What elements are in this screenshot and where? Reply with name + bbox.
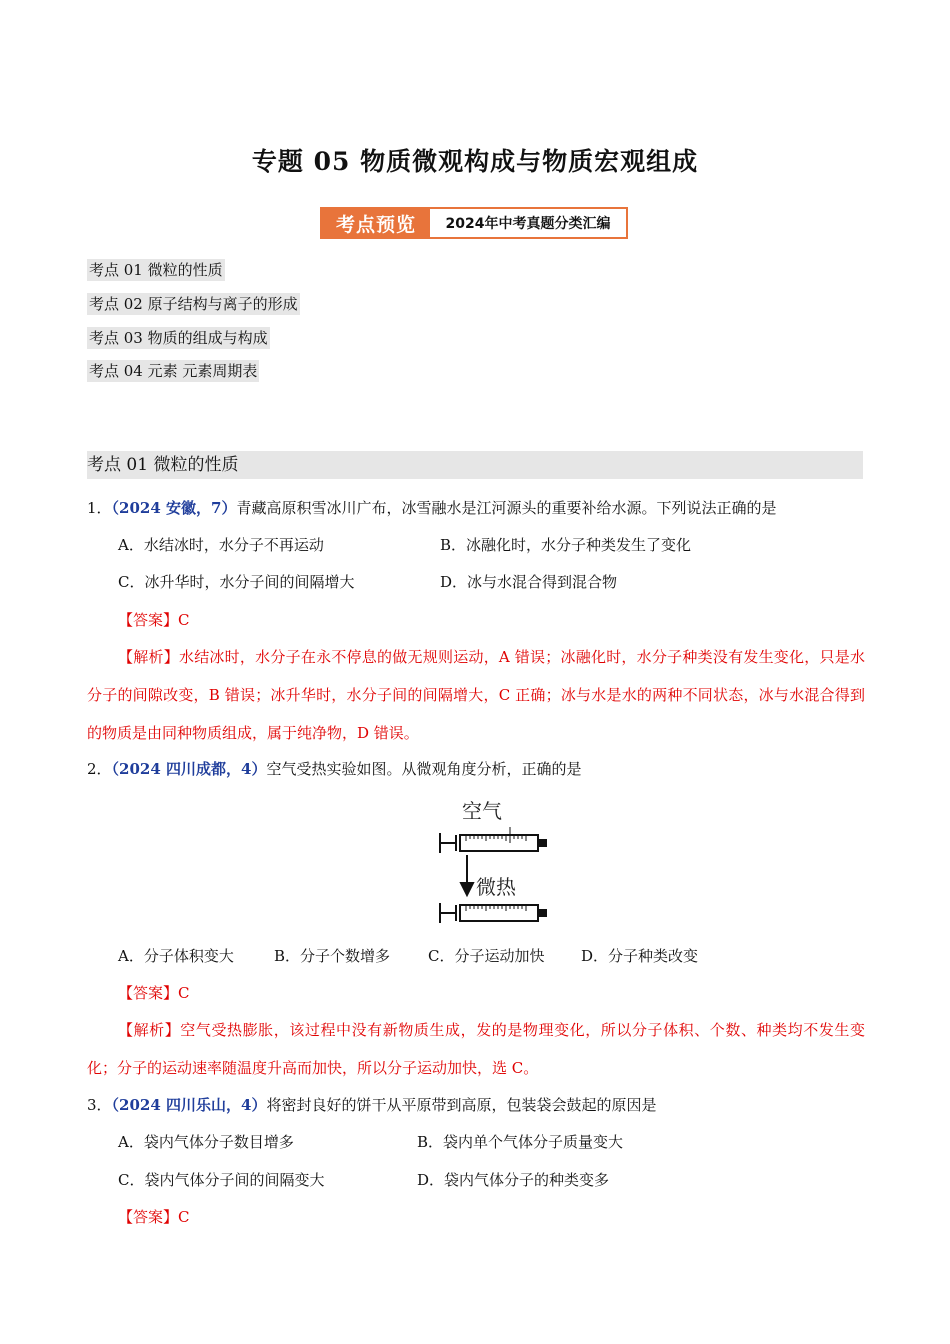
- toc-item[interactable]: 考点 03 物质的组成与构成: [89, 329, 268, 347]
- section-heading: 考点 01 微粒的性质: [87, 451, 863, 479]
- toc-item[interactable]: 考点 02 原子结构与离子的形成: [89, 295, 298, 313]
- syringe-diagram: [436, 795, 556, 925]
- figure-label-air: 空气: [462, 799, 502, 823]
- question-number: 1．: [87, 499, 112, 517]
- answer-label: 【答案】: [118, 984, 179, 1002]
- analysis-text: 空气受热膨胀，该过程中没有新物质生成，发的是物理变化，所以分子体积、个数、种类均不发生变化；分子的运动速率随温度升高而加快，所以分子运动加快，选 C。: [87, 1021, 865, 1077]
- option-a: A．水结冰时，水分子不再运动: [118, 536, 324, 554]
- option-d: D．冰与水混合得到混合物: [440, 573, 618, 591]
- badge-label: 考点预览: [322, 209, 430, 237]
- question-source: （2024 安徽，7）: [111, 499, 237, 517]
- answer: [118, 1207, 190, 1227]
- question-3: [87, 1095, 656, 1115]
- answer-value: C: [178, 984, 190, 1002]
- option-a: A．袋内气体分子数目增多: [118, 1133, 294, 1151]
- page-title: 专题 05 物质微观构成与物质宏观组成: [251, 147, 699, 176]
- answer: [118, 983, 190, 1003]
- toc-item[interactable]: 考点 01 微粒的性质: [89, 261, 223, 279]
- arrow-down-icon: [461, 855, 473, 895]
- analysis-text: 水结冰时，水分子在永不停息的做无规则运动，A 错误；冰融化时，水分子种类没有发生变化，只是水分子的间隙改变，B 错误；冰升华时，水分子间的间隔增大，C 正确；冰与水是水的两种不同状态，冰与水混合得到的物质是由同种物质组成，属于纯净物，D 错误。: [87, 648, 865, 742]
- option-b: B．袋内单个气体分子质量变大: [417, 1133, 624, 1151]
- question-stem: 青藏高原积雪冰川广布，冰雪融水是江河源头的重要补给水源。下列说法正确的是: [236, 499, 777, 517]
- answer: [118, 610, 190, 630]
- question-number: 2．: [87, 760, 112, 778]
- option-c: C．袋内气体分子间的间隔变大: [118, 1171, 325, 1189]
- option-b: B．分子个数增多: [274, 947, 391, 965]
- question-2: [87, 759, 581, 779]
- option-a: A．分子体积变大: [118, 947, 234, 965]
- answer-label: 【答案】: [118, 1208, 179, 1226]
- preview-badge: [320, 207, 628, 239]
- question-number: 3．: [87, 1096, 112, 1114]
- answer-value: C: [178, 1208, 190, 1226]
- figure-label-heat: 微热: [476, 875, 516, 899]
- question-source: （2024 四川成都，4）: [111, 760, 267, 778]
- answer-value: C: [178, 611, 190, 629]
- syringe-icon: [440, 833, 546, 853]
- option-c: C．冰升华时，水分子间的间隔增大: [118, 573, 355, 591]
- syringe-figure: [436, 795, 556, 925]
- option-d: D．分子种类改变: [581, 947, 699, 965]
- badge-subtitle: 2024年中考真题分类汇编: [445, 216, 611, 232]
- toc-item[interactable]: 考点 04 元素 元素周期表: [89, 362, 258, 380]
- question-1: [87, 498, 776, 518]
- option-b: B．冰融化时，水分子种类发生了变化: [440, 536, 692, 554]
- analysis-label: 【解析】: [118, 648, 179, 666]
- analysis: [87, 1011, 865, 1087]
- analysis: [87, 638, 865, 752]
- question-stem: 将密封良好的饼干从平原带到高原，包装袋会鼓起的原因是: [266, 1096, 657, 1114]
- analysis-label: 【解析】: [118, 1021, 181, 1039]
- question-source: （2024 四川乐山，4）: [111, 1096, 267, 1114]
- question-stem: 空气受热实验如图。从微观角度分析，正确的是: [266, 760, 582, 778]
- answer-label: 【答案】: [118, 611, 179, 629]
- option-d: D．袋内气体分子的种类变多: [417, 1171, 610, 1189]
- option-c: C．分子运动加快: [428, 947, 545, 965]
